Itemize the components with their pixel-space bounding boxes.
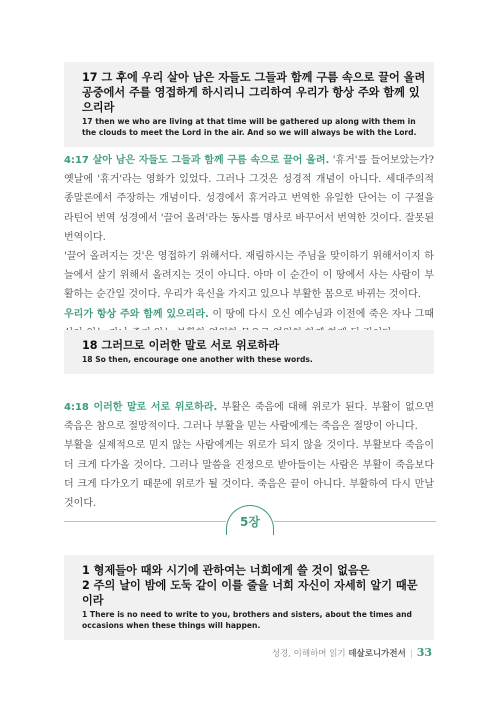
commentary-text: 이 땅에 다시 오신 예수님과 이전에 죽은 자나 그때 <box>212 308 434 320</box>
verse-text-english: 17 then we who are living at that time will be gathered up along with them in the clouds to meet the Lord in the air. And so we will always be with the Lord. <box>82 117 417 137</box>
verse-text-korean: 17 그 후에 우리 살아 남은 자들도 그들과 함께 구름 속으로 끌어 올려 공중에서 주를 영접하게 하시리니 그리하여 우리가 항상 주와 함께 있으리라 <box>82 71 426 114</box>
divider-line-left <box>64 521 226 522</box>
series-title: 성경, 이해하며 읽기 <box>271 649 346 659</box>
commentary-paragraph <box>64 247 434 305</box>
verse-text-korean: 1 형제들아 때와 시기에 관하여는 너희에게 쓸 것이 없음은 <box>82 564 370 577</box>
commentary-text: '끌어 올려지는 것'은 영접하기 위해서다. 재림하시는 주님을 맞이하기 위해서이지 하늘에서 살기 위해서 올려지는 것이 아니다. 아마 이 순간이 이 땅에서 사는 사람이 부활하는 순간일 것이다. 우리가 육신을 가지고 있으나 부활한 몸으로 바뀌는 것이다. <box>64 251 434 301</box>
chapter-divider <box>0 505 500 539</box>
commentary-paragraph <box>64 436 434 513</box>
commentary-paragraph <box>64 398 434 436</box>
verse-box-5-1-2 <box>64 555 434 640</box>
chapter-heading: 5장 <box>226 505 274 535</box>
commentary-4-18 <box>64 398 434 513</box>
divider-line-right <box>274 521 436 522</box>
highlighted-verse-phrase: 우리가 항상 주와 함께 있으리라. <box>64 308 209 320</box>
highlighted-verse-phrase: 4:18 이러한 말로 서로 위로하라. <box>64 402 218 413</box>
highlighted-verse-phrase: 4:17 살아 남은 자들도 그들과 함께 구름 속으로 끌어 올려. <box>64 155 330 166</box>
commentary-4-17 <box>64 151 434 343</box>
commentary-text: '휴거'를 들어보았는가? 옛날에 '휴거'라는 영화가 있었다. 그러나 그것은 성경적 개념이 아니다. 세대주의적 종말론에서 주장하는 개념이다. 성경에서 휴거라고 번역한 유일한 단어는 이 구절을 라틴어 번역 성경에서 '끌어 올려'라는 동사를 명사로 바꾸어서 번역한 것이다. 잘못된 번역이다. <box>64 155 434 243</box>
verse-text-english: 18 So then, encourage one another with these words. <box>82 355 313 364</box>
footer-separator: | <box>409 649 413 659</box>
running-footer <box>272 646 432 659</box>
verse-box-4-17 <box>64 62 434 147</box>
book-title: 데살로니가전서 <box>348 649 406 659</box>
page-number: 33 <box>416 646 432 659</box>
verse-text-english: 1 There is no need to write to you, brothers and sisters, about the times and occasions when these things will happen. <box>82 610 412 630</box>
commentary-text: 부활은 죽음에 대해 위로가 된다. 부활이 없으면 죽음은 참으로 절망적이다. 그러나 부활을 믿는 사람에게는 죽음은 절망이 아니다. <box>64 402 434 433</box>
verse-box-4-18 <box>64 330 434 374</box>
verse-text-korean: 18 그러므로 이러한 말로 서로 위로하라 <box>82 339 280 352</box>
commentary-paragraph <box>64 151 434 247</box>
commentary-text: 부활을 실제적으로 믿지 않는 사람에게는 위로가 되지 않을 것이다. 부활보다 죽음이 더 크게 다가올 것이다. 그러나 말씀을 진정으로 받아들이는 사람은 부활이 죽음보다 더 크게 다가오기 때문에 위로가 될 것이다. 죽음은 끝이 아니다. 부활하여 다시 만날 것이다. <box>64 440 434 510</box>
verse-text-korean: 2 주의 날이 밤에 도둑 같이 이를 줄을 너희 자신이 자세히 알기 때문이라 <box>82 579 418 607</box>
